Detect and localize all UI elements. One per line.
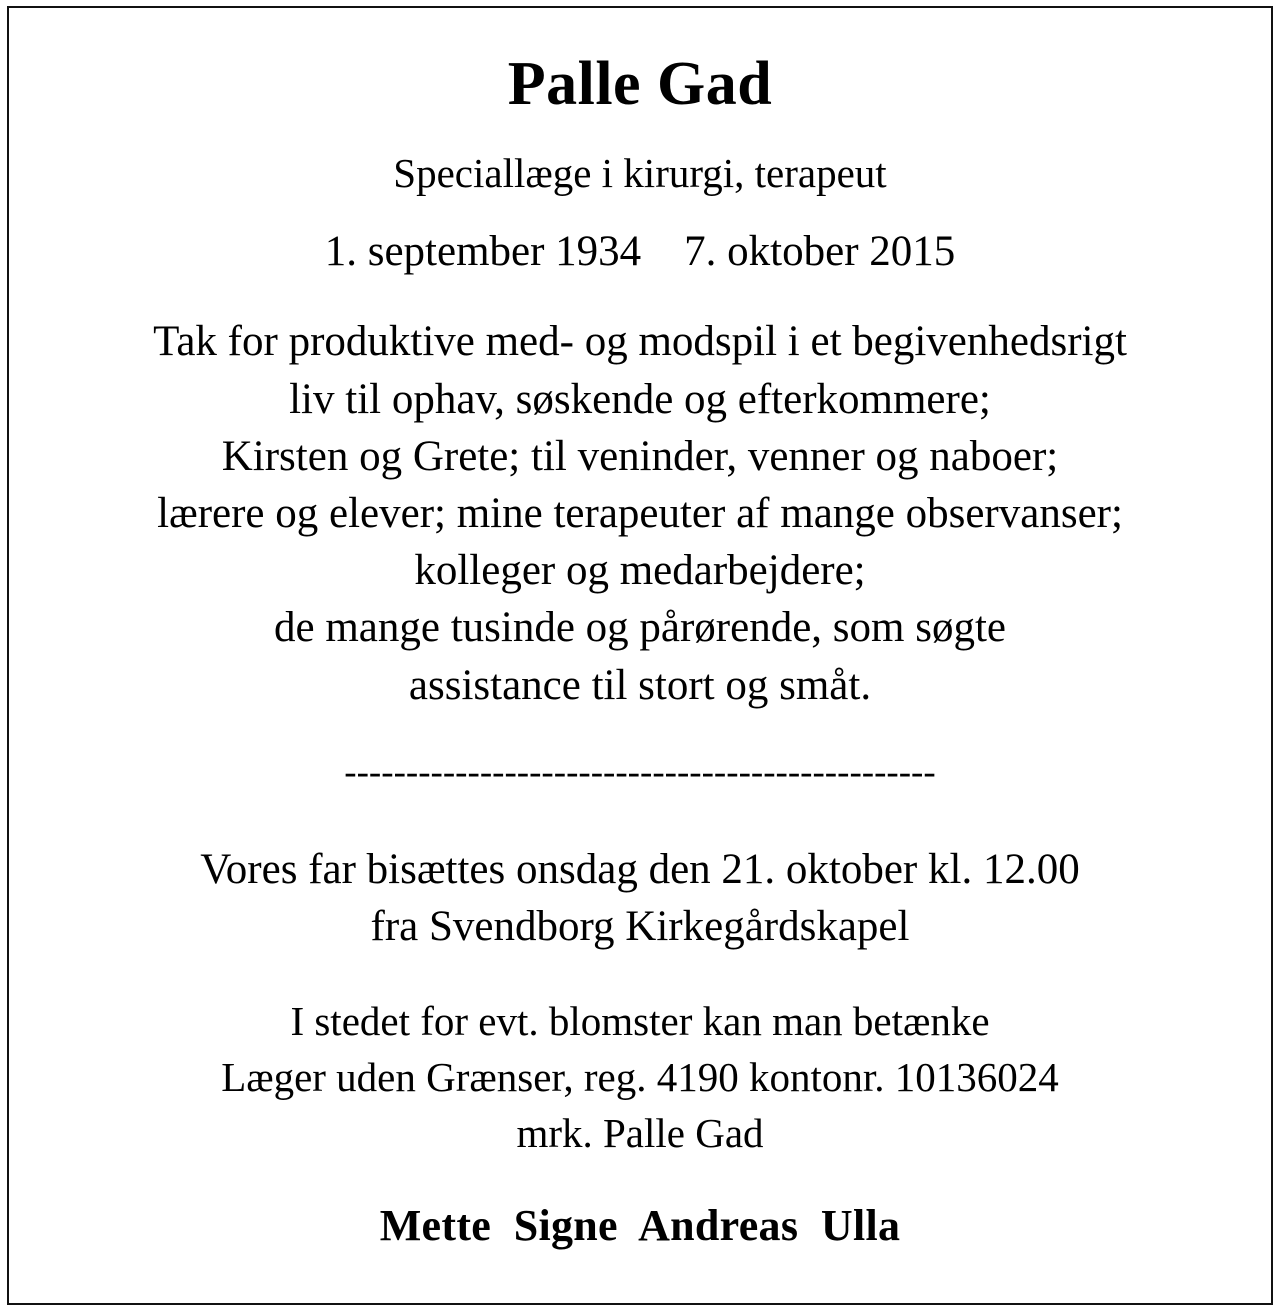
life-dates: 1. september 1934 7. oktober 2015 bbox=[324, 228, 956, 276]
survivors-signature: Mette Signe Andreas Ulla bbox=[379, 1200, 901, 1250]
donation-reference-line: mrk. Palle Gad bbox=[516, 1110, 764, 1157]
tribute-line: lærere og elever; mine terapeuter af mange observanser; bbox=[157, 490, 1123, 538]
tribute-text bbox=[34, 313, 1246, 713]
donation-account-line: Læger uden Grænser, reg. 4190 kontonr. 10136024 bbox=[221, 1054, 1059, 1101]
tribute-line: de mange tusinde og pårørende, som søgte bbox=[273, 604, 1006, 652]
dashed-divider: ------------------------------------------------ bbox=[344, 753, 936, 791]
tribute-line: assistance til stort og småt. bbox=[408, 661, 872, 709]
tribute-line: liv til ophav, søskende og efterkommere; bbox=[289, 375, 991, 423]
funeral-service-details bbox=[34, 841, 1246, 955]
tribute-line: kolleger og medarbejdere; bbox=[414, 547, 866, 595]
deceased-name: Palle Gad bbox=[507, 50, 773, 118]
tribute-line: Kirsten og Grete; til veninder, venner og naboer; bbox=[221, 432, 1059, 480]
donation-details bbox=[34, 993, 1246, 1161]
service-line: fra Svendborg Kirkegårdskapel bbox=[370, 902, 910, 950]
profession-line: Speciallæge i kirurgi, terapeut bbox=[393, 150, 887, 197]
service-line: Vores far bisættes onsdag den 21. oktober kl. 12.00 bbox=[200, 845, 1080, 893]
donation-line: I stedet for evt. blomster kan man betænke bbox=[290, 998, 990, 1045]
tribute-line: Tak for produktive med- og modspil i et begivenhedsrigt bbox=[153, 318, 1127, 366]
